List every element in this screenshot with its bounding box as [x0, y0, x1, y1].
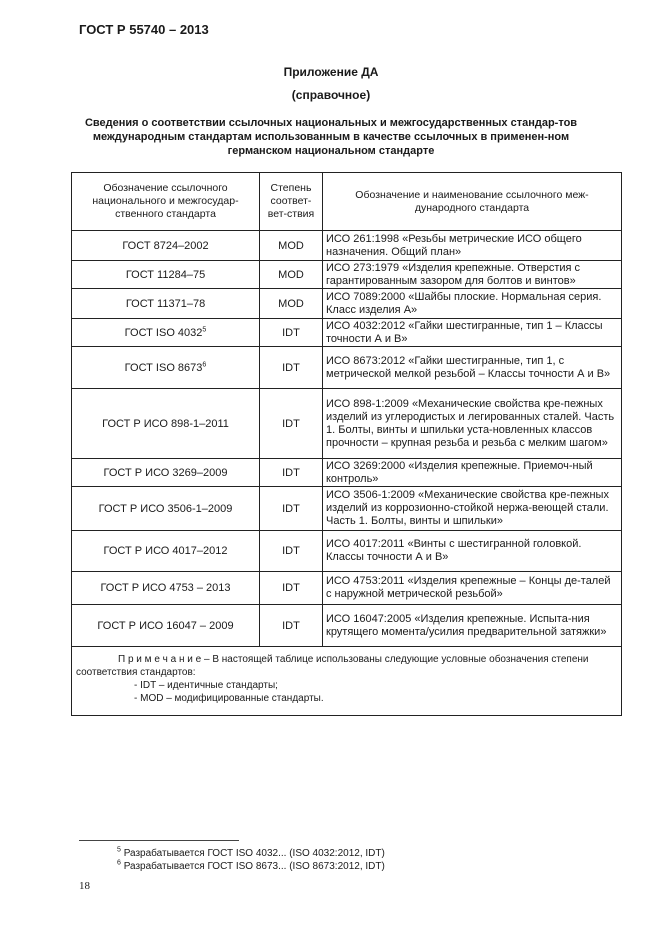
footnote-text: Разрабатывается ГОСТ ISO 8673... (ISO 8673:2012, IDT)	[123, 861, 385, 872]
note-item-idt: - IDT – идентичные стандарты;	[134, 680, 278, 691]
footnotes	[117, 847, 385, 873]
footnote-text: Разрабатывается ГОСТ ISO 4032... (ISO 4032:2012, IDT)	[123, 848, 385, 859]
standard-header: ГОСТ Р 55740 – 2013	[79, 22, 209, 37]
national-standard-cell: ГОСТ Р ИСО 3506-1–2009	[72, 487, 260, 531]
header-national-standard: Обозначение ссылочного национального и межгосудар-ственного стандарта	[72, 173, 260, 231]
international-standard-cell: ИСО 4753:2011 «Изделия крепежные – Концы де-талей с наружной метрической резьбой»	[323, 572, 622, 605]
page-number: 18	[79, 880, 90, 892]
header-international-standard: Обозначение и наименование ссылочного меж-дународного стандарта	[323, 173, 622, 231]
header-degree: Степень соответ-вет-ствия	[260, 173, 323, 231]
international-standard-cell: ИСО 273:1979 «Изделия крепежные. Отверстия с гарантированным зазором для болтов и винтов»	[323, 261, 622, 289]
footnote-mark: 5	[117, 846, 121, 854]
footnote-mark: 6	[117, 859, 121, 867]
table-row	[72, 389, 622, 459]
footnote-item	[117, 847, 385, 860]
table-row	[72, 261, 622, 289]
national-standard-cell: ГОСТ Р ИСО 3269–2009	[72, 459, 260, 487]
degree-cell: MOD	[260, 289, 323, 319]
table-row	[72, 459, 622, 487]
national-standard-cell: ГОСТ 8724–2002	[72, 231, 260, 261]
table-row	[72, 319, 622, 347]
appendix-title: Приложение ДА	[283, 65, 379, 79]
table-note-row	[72, 647, 622, 716]
degree-cell: IDT	[260, 319, 323, 347]
national-standard-cell: ГОСТ Р ИСО 16047 – 2009	[72, 605, 260, 647]
national-standard-cell: ГОСТ ISO 8673$^6$	[72, 347, 260, 389]
degree-cell: IDT	[260, 531, 323, 572]
correspondence-table	[71, 172, 622, 716]
note-item-mod: - MOD – модифицированные стандарты.	[134, 693, 324, 704]
note-label: П р и м е ч а н и е	[118, 654, 202, 665]
footnote-ref: 6	[202, 360, 207, 368]
degree-cell: IDT	[260, 572, 323, 605]
degree-cell: MOD	[260, 261, 323, 289]
national-standard-cell: ГОСТ Р ИСО 4753 – 2013	[72, 572, 260, 605]
international-standard-cell: ИСО 4017:2011 «Винты с шестигранной головкой. Классы точности А и В»	[323, 531, 622, 572]
international-standard-cell: ИСО 4032:2012 «Гайки шестигранные, тип 1 – Классы точности А и В»	[323, 319, 622, 347]
international-standard-cell: ИСО 3269:2000 «Изделия крепежные. Приемоч-ный контроль»	[323, 459, 622, 487]
national-standard-cell: ГОСТ 11371–78	[72, 289, 260, 319]
degree-cell: IDT	[260, 459, 323, 487]
international-standard-cell: ИСО 8673:2012 «Гайки шестигранные, тип 1, с метрической мелкой резьбой – Классы точности А и В»	[323, 347, 622, 389]
table-row	[72, 531, 622, 572]
table-row	[72, 605, 622, 647]
international-standard-cell: ИСО 261:1998 «Резьбы метрические ИСО общего назначения. Общий план»	[323, 231, 622, 261]
appendix-subtitle: (справочное)	[291, 88, 371, 102]
degree-cell: MOD	[260, 231, 323, 261]
footnote-ref: 5	[202, 325, 207, 333]
degree-cell: IDT	[260, 389, 323, 459]
table-row	[72, 572, 622, 605]
footnote-item	[117, 860, 385, 873]
footnote-divider	[79, 840, 239, 841]
international-standard-cell: ИСО 16047:2005 «Изделия крепежные. Испыта-ния крутящего момента/усилия предварительной затяжки»	[323, 605, 622, 647]
international-standard-cell: ИСО 3506-1:2009 «Механические свойства кре-пежных изделий из коррозионно-стойкой нержа-веющей стали. Часть 1. Болты, винты и шпильки»	[323, 487, 622, 531]
table-row	[72, 347, 622, 389]
national-standard-cell: ГОСТ ISO 4032$^5$	[72, 319, 260, 347]
note-text: – В настоящей таблице использованы следующие условные обозначения степени соответствия стандартов:	[76, 654, 589, 678]
national-standard-cell: ГОСТ 11284–75	[72, 261, 260, 289]
appendix-heading: Сведения о соответствии ссылочных национальных и межгосударственных стандар-тов международным стандартам использованным в качестве ссылочных в применен-ном германском национальном стандарте	[84, 117, 578, 157]
table-note	[72, 647, 622, 716]
table-row	[72, 231, 622, 261]
table-header-row	[72, 173, 622, 231]
degree-cell: IDT	[260, 487, 323, 531]
national-standard-cell: ГОСТ Р ИСО 898-1–2011	[72, 389, 260, 459]
degree-cell: IDT	[260, 605, 323, 647]
degree-cell: IDT	[260, 347, 323, 389]
national-standard-cell: ГОСТ Р ИСО 4017–2012	[72, 531, 260, 572]
note-intro	[76, 653, 617, 679]
international-standard-cell: ИСО 898-1:2009 «Механические свойства кре-пежных изделий из углеродистых и легированных сталей. Часть 1. Болты, винты и шпильки уста-новленных классов прочности – крупная резьба и резьба с мелким шагом»	[323, 389, 622, 459]
table-row	[72, 487, 622, 531]
international-standard-cell: ИСО 7089:2000 «Шайбы плоские. Нормальная серия. Класс изделия А»	[323, 289, 622, 319]
table-row	[72, 289, 622, 319]
